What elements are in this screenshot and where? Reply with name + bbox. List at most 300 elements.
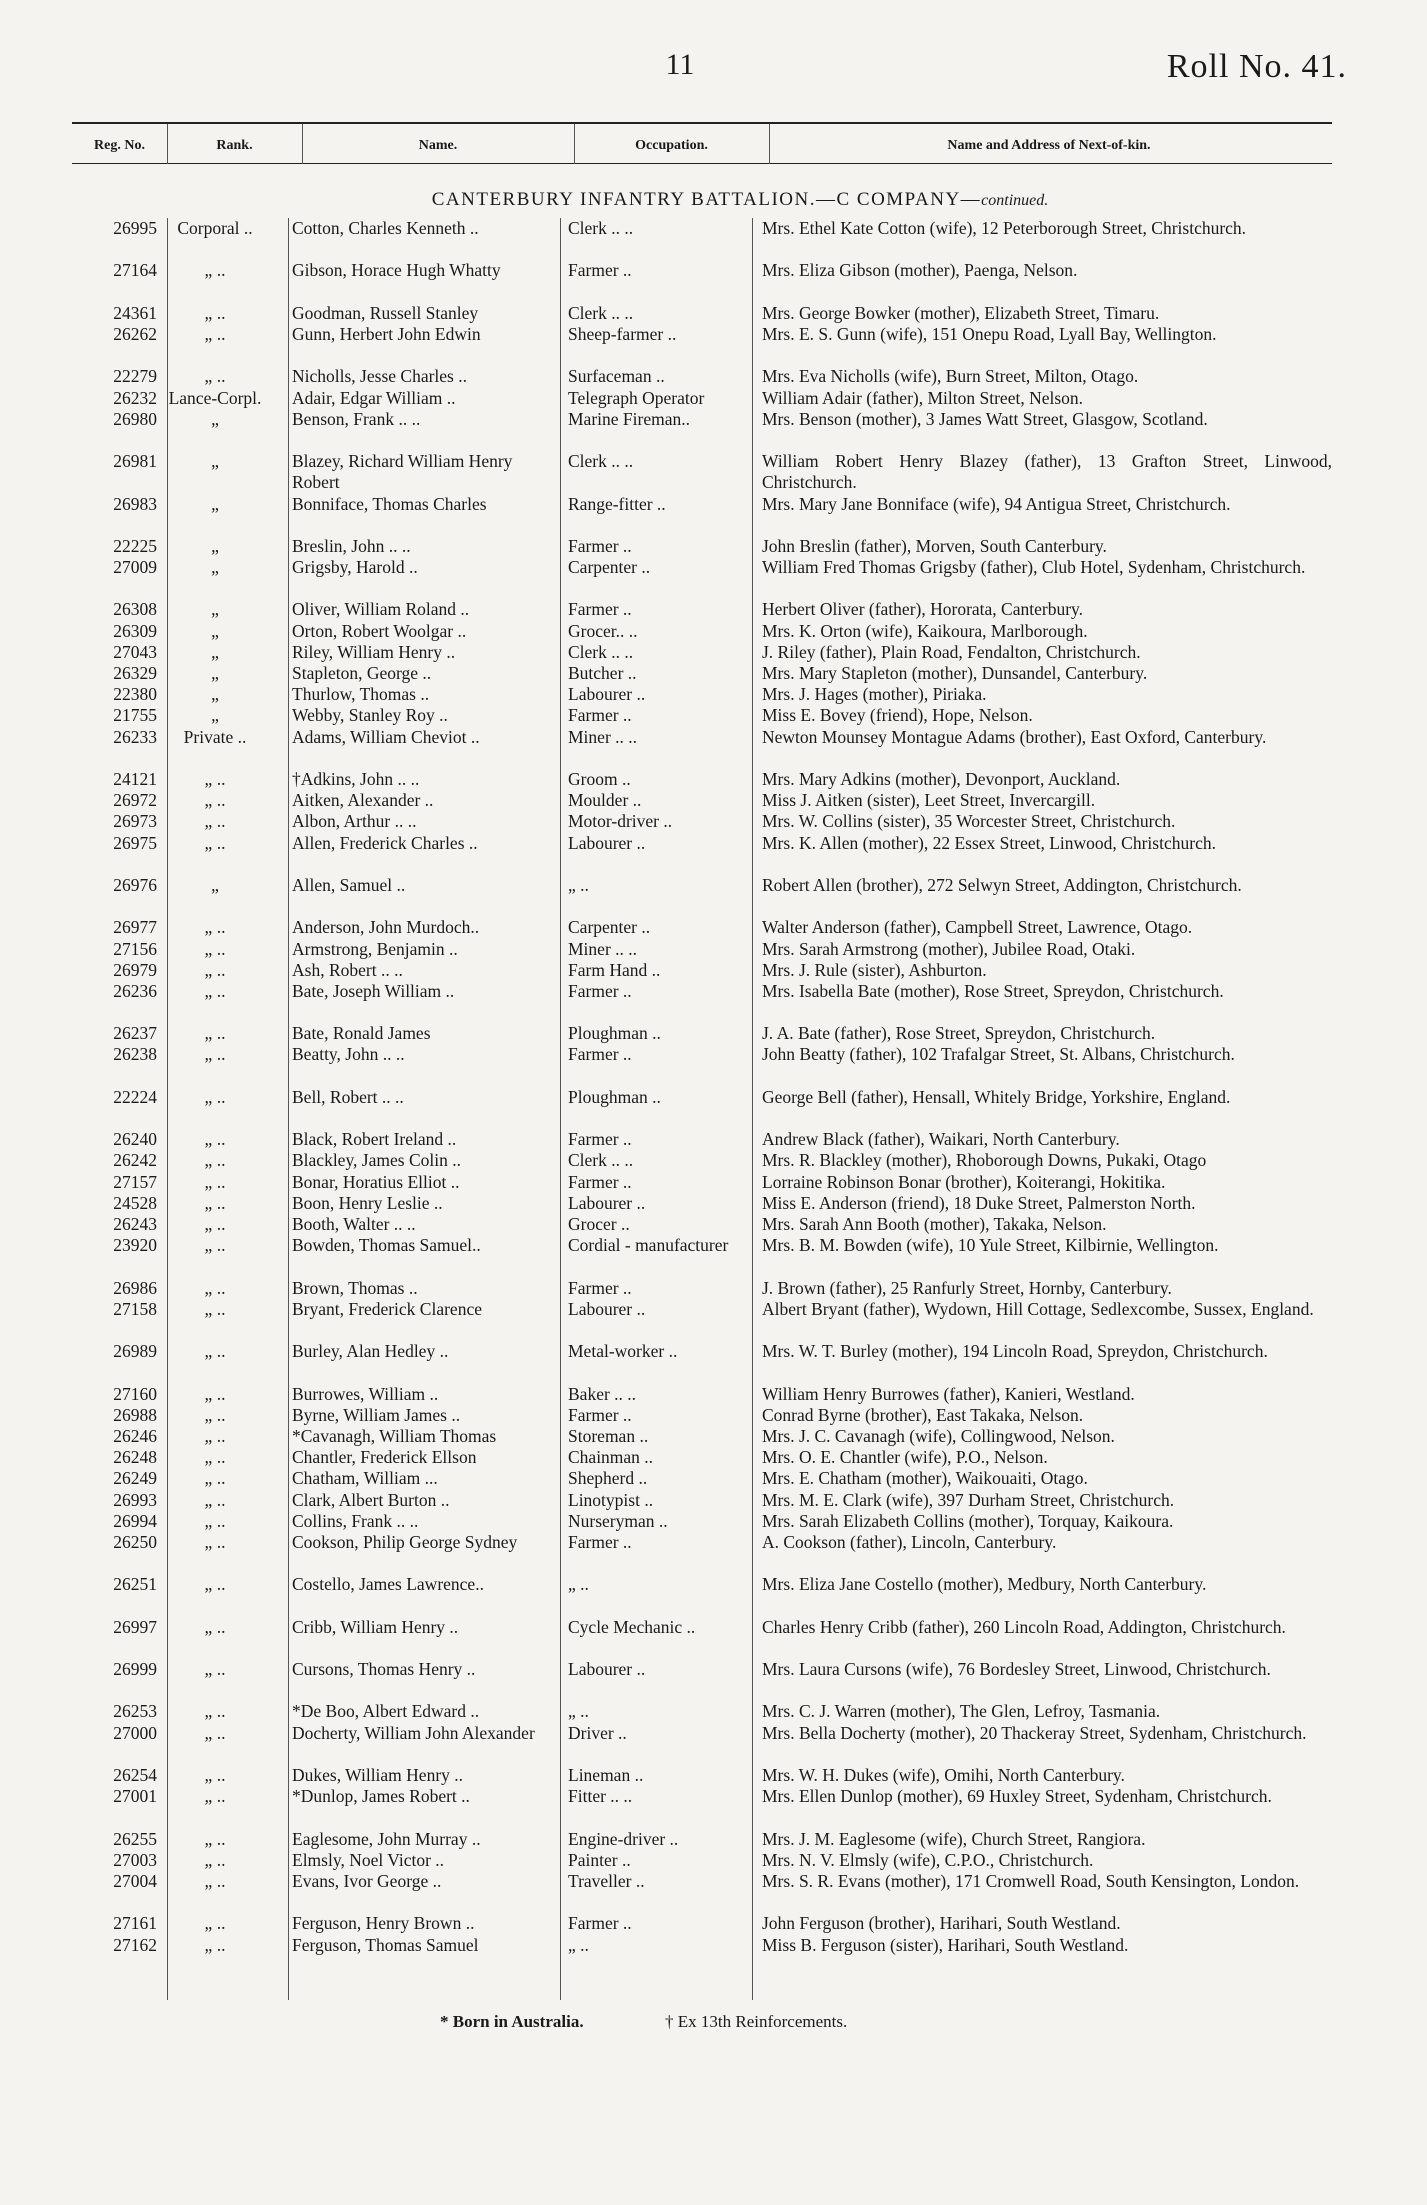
soldier-name: Ferguson, Henry Brown .. [292,1913,475,1934]
occupation: Miner .. .. [568,726,638,747]
rank: Lance-Corpl. [168,387,262,408]
soldier-name: Cribb, William Henry .. [292,1616,459,1637]
next-of-kin: Miss E. Bovey (friend), Hope, Nelson. [762,705,1033,726]
next-of-kin: Mrs. Sarah Armstrong (mother), Jubilee Road, Otaki. [762,938,1136,959]
rank: „ .. [204,1913,226,1934]
table-row [0,1129,1427,1150]
next-of-kin: Mrs. W. T. Burley (mother), 194 Lincoln Road, Spreydon, Christchurch. [762,1341,1268,1362]
soldier-name: Docherty, William John Alexander [292,1722,535,1743]
occupation: „ .. [568,1934,589,1955]
table-row [0,663,1427,684]
table-row [0,1850,1427,1871]
next-of-kin: Mrs. J. C. Cavanagh (wife), Collingwood, Nelson. [762,1425,1115,1446]
reg-number: 26237 [113,1023,157,1044]
reg-number: 26249 [113,1468,157,1489]
reg-number: 26972 [113,790,157,811]
table-row [0,1384,1427,1405]
occupation: Painter .. [568,1849,631,1870]
page-number: 11 [665,48,695,81]
rank: „ .. [204,1023,226,1044]
reg-number: 27043 [113,641,157,662]
reg-number: 26250 [113,1531,157,1552]
table-row [0,1405,1427,1426]
table-row [0,1278,1427,1299]
soldier-name: Orton, Robert Woolgar .. [292,620,467,641]
occupation: Groom .. [568,769,631,789]
table-row [0,1765,1427,1786]
table-row [0,536,1427,557]
reg-number: 26995 [113,218,157,238]
next-of-kin: Mrs. R. Blackley (mother), Rhoborough Downs, Pukaki, Otago [762,1150,1207,1171]
soldier-name: Anderson, John Murdoch.. [292,917,480,938]
rank: „ .. [204,769,226,789]
table-row [0,1532,1427,1574]
occupation: Labourer .. [568,832,646,853]
rank: „ .. [204,1616,226,1637]
occupation: Linotypist .. [568,1489,654,1510]
soldier-name: Chantler, Frederick Ellson [292,1447,477,1468]
next-of-kin: Mrs. M. E. Clark (wife), 397 Durham Street, Christchurch. [762,1489,1175,1510]
occupation: Carpenter .. [568,557,651,578]
soldier-name: Nicholls, Jesse Charles .. [292,366,467,387]
next-of-kin: Lorraine Robinson Bonar (brother), Koiterangi, Hokitika. [762,1171,1166,1192]
reg-number: 26236 [113,980,157,1001]
next-of-kin: Mrs. Laura Cursons (wife), 76 Bordesley Street, Linwood, Christchurch. [762,1659,1271,1680]
rank: „ .. [204,1722,226,1743]
rank: „ .. [204,1531,226,1552]
soldier-name: Cursons, Thomas Henry .. [292,1659,476,1680]
reg-number: 27160 [113,1383,157,1404]
next-of-kin: Mrs. J. Rule (sister), Ashburton. [762,959,987,980]
rank: „ .. [204,323,226,344]
reg-number: 27158 [113,1298,157,1319]
occupation: Farmer .. [568,535,632,556]
next-of-kin: Mrs. C. J. Warren (mother), The Glen, Lefroy, Tasmania. [762,1701,1161,1722]
next-of-kin: George Bell (father), Hensall, Whitely Bridge, Yorkshire, England. [762,1086,1231,1107]
rank: „ .. [204,1659,226,1680]
next-of-kin: Newton Mounsey Montague Adams (brother), East Oxford, Canterbury. [762,726,1267,747]
rank: „ .. [204,1192,226,1213]
rank: „ [211,557,219,578]
rank: „ .. [204,1341,226,1362]
rank: Corporal .. [177,218,253,238]
occupation: Miner .. .. [568,938,638,959]
next-of-kin: Mrs. Benson (mother), 3 James Watt Street, Glasgow, Scotland. [762,408,1208,429]
occupation: Clerk .. .. [568,1150,634,1171]
soldier-name: *Cavanagh, William Thomas [292,1425,497,1446]
soldier-name: Blazey, Richard William Henry Robert [292,451,513,493]
next-of-kin: John Ferguson (brother), Harihari, South Westland. [762,1913,1121,1934]
section-title [320,189,1160,211]
table-row [0,1659,1427,1701]
soldier-name: Byrne, William James .. [292,1404,461,1425]
occupation: Moulder .. [568,790,642,811]
occupation: Farmer .. [568,260,632,281]
table-row [0,917,1427,938]
next-of-kin: William Robert Henry Blazey (father), 13 Grafton Street, Linwood, Christchurch. [762,451,1332,493]
reg-number: 26238 [113,1044,157,1065]
reg-number: 27156 [113,938,157,959]
next-of-kin: Mrs. Eliza Gibson (mother), Paenga, Nelson. [762,260,1078,281]
header-divider [167,124,168,164]
next-of-kin: J. Brown (father), 25 Ranfurly Street, Hornby, Canterbury. [762,1277,1172,1298]
soldier-name: Armstrong, Benjamin .. [292,938,458,959]
soldier-name: Adams, William Cheviot .. [292,726,480,747]
section-title-continued: continued. [981,192,1049,209]
reg-number: 26242 [113,1150,157,1171]
occupation: Farmer .. [568,1129,632,1150]
occupation: Clerk .. .. [568,451,634,472]
next-of-kin: Mrs. B. M. Bowden (wife), 10 Yule Street, Kilbirnie, Wellington. [762,1235,1219,1256]
rank: „ [211,535,219,556]
soldier-name: Bate, Ronald James [292,1023,431,1044]
table-row [0,1299,1427,1341]
occupation: Farmer .. [568,1277,632,1298]
next-of-kin: Miss E. Anderson (friend), 18 Duke Street, Palmerston North. [762,1192,1196,1213]
soldier-name: †Adkins, John .. .. [292,769,420,789]
rank: „ .. [204,1235,226,1256]
soldier-name: Allen, Samuel .. [292,874,406,895]
next-of-kin: William Fred Thomas Grigsby (father), Club Hotel, Sydenham, Christchurch. [762,557,1306,578]
next-of-kin: William Henry Burrowes (father), Kanieri, Westland. [762,1383,1135,1404]
rank: „ .. [204,1447,226,1468]
reg-number: 26989 [113,1341,157,1362]
next-of-kin: Albert Bryant (father), Wydown, Hill Cottage, Sedlexcombe, Sussex, England. [762,1298,1314,1319]
soldier-name: Burley, Alan Hedley .. [292,1341,449,1362]
table-row [0,1829,1427,1850]
table-row [0,1193,1427,1214]
rank: „ .. [204,1044,226,1065]
soldier-name: Allen, Frederick Charles .. [292,832,478,853]
table-row [0,1871,1427,1913]
reg-number: 27000 [113,1722,157,1743]
table-row [0,451,1427,493]
rank: „ .. [204,1298,226,1319]
occupation: Grocer .. [568,1214,630,1235]
header-divider [769,124,770,164]
table-row [0,599,1427,620]
table-row [0,1617,1427,1659]
rank: „ .. [204,366,226,387]
soldier-name: Bell, Robert .. .. [292,1086,404,1107]
rank: „ [211,493,219,514]
occupation: Labourer .. [568,1298,646,1319]
occupation: Butcher .. [568,663,637,684]
reg-number: 26309 [113,620,157,641]
next-of-kin: Mrs. K. Allen (mother), 22 Essex Street, Linwood, Christchurch. [762,832,1216,853]
soldier-name: Thurlow, Thomas .. [292,684,430,705]
reg-number: 26993 [113,1489,157,1510]
occupation: Farmer .. [568,1404,632,1425]
reg-number: 22380 [113,684,157,705]
rank: „ .. [204,1765,226,1786]
next-of-kin: Mrs. O. E. Chantler (wife), P.O., Nelson. [762,1447,1048,1468]
table-row [0,833,1427,875]
next-of-kin: Mrs. S. R. Evans (mother), 171 Cromwell Road, South Kensington, London. [762,1870,1300,1891]
soldier-name: Goodman, Russell Stanley [292,302,479,323]
rank: „ [211,408,219,429]
rank: „ .. [204,1171,226,1192]
occupation: Telegraph Operator [568,387,705,408]
occupation: Farmer .. [568,980,632,1001]
table-row [0,1935,1427,1956]
occupation: Surfaceman .. [568,366,665,387]
table-row [0,875,1427,917]
header-top-rule [72,122,1332,124]
soldier-name: Ash, Robert .. .. [292,959,403,980]
reg-number: 24121 [113,769,157,789]
occupation: Metal-worker .. [568,1341,678,1362]
reg-number: 26254 [113,1765,157,1786]
table-row [0,1447,1427,1468]
occupation: Ploughman .. [568,1086,661,1107]
reg-number: 26243 [113,1214,157,1235]
reg-number: 26262 [113,323,157,344]
table-row [0,409,1427,451]
table-row [0,388,1427,409]
header-next-of-kin: Name and Address of Next-of-kin. [947,138,1151,153]
table-row [0,218,1427,260]
table-row [0,1150,1427,1171]
occupation: Farmer .. [568,1171,632,1192]
soldier-name: Chatham, William ... [292,1468,438,1489]
next-of-kin: Conrad Byrne (brother), East Takaka, Nelson. [762,1404,1084,1425]
next-of-kin: Mrs. W. Collins (sister), 35 Worcester Street, Christchurch. [762,811,1176,832]
soldier-name: Webby, Stanley Roy .. [292,705,448,726]
rank: „ .. [204,1214,226,1235]
section-title-text: CANTERBURY INFANTRY BATTALION.—C COMPANY— [431,189,982,210]
table-row [0,684,1427,705]
occupation: Engine-driver .. [568,1828,679,1849]
table-row [0,1468,1427,1489]
header-name: Name. [418,138,458,153]
reg-number: 26983 [113,493,157,514]
reg-number: 27001 [113,1786,157,1807]
next-of-kin: Walter Anderson (father), Campbell Street, Lawrence, Otago. [762,917,1193,938]
soldier-name: Dukes, William Henry .. [292,1765,464,1786]
table-row [0,769,1427,790]
reg-number: 26977 [113,917,157,938]
occupation: Lineman .. [568,1765,644,1786]
next-of-kin: Charles Henry Cribb (father), 260 Lincoln Road, Addington, Christchurch. [762,1616,1286,1637]
soldier-name: Riley, William Henry .. [292,641,456,662]
rank: „ [211,663,219,684]
occupation: Shepherd .. [568,1468,648,1489]
occupation: Range-fitter .. [568,493,666,514]
table-row [0,1913,1427,1934]
rank: „ [211,620,219,641]
rank: „ .. [204,1086,226,1107]
footnote-born-australia: * Born in Australia. [440,2012,584,2031]
soldier-name: Booth, Walter .. .. [292,1214,416,1235]
reg-number: 27161 [113,1913,157,1934]
next-of-kin: Robert Allen (brother), 272 Selwyn Street, Addington, Christchurch. [762,874,1242,895]
occupation: Farmer .. [568,1044,632,1065]
reg-number: 26233 [113,726,157,747]
table-row [0,1490,1427,1511]
occupation: Driver .. [568,1722,627,1743]
reg-number: 27164 [113,260,157,281]
soldier-name: Ferguson, Thomas Samuel [292,1934,479,1955]
next-of-kin: Miss B. Ferguson (sister), Harihari, South Westland. [762,1934,1129,1955]
reg-number: 22224 [113,1086,157,1107]
reg-number: 26232 [113,387,157,408]
table-row [0,1723,1427,1765]
next-of-kin: Mrs. E. S. Gunn (wife), 151 Onepu Road, Lyall Bay, Wellington. [762,323,1217,344]
table-row [0,1574,1427,1616]
rank: „ .. [204,1129,226,1150]
soldier-name: *De Boo, Albert Edward .. [292,1701,480,1722]
reg-number: 23920 [113,1235,157,1256]
rank: „ [211,684,219,705]
table-row [0,939,1427,960]
table-row [0,1786,1427,1828]
next-of-kin: Mrs. Sarah Elizabeth Collins (mother), Torquay, Kaikoura. [762,1510,1174,1531]
reg-number: 26980 [113,408,157,429]
rank: „ .. [204,1849,226,1870]
rank: „ .. [204,1150,226,1171]
table-row [0,324,1427,366]
occupation: Farmer .. [568,599,632,620]
rank: „ [211,705,219,726]
soldier-name: Evans, Ivor George .. [292,1870,442,1891]
table-row [0,621,1427,642]
rank: „ .. [204,1383,226,1404]
occupation: Fitter .. .. [568,1786,633,1807]
rank: „ .. [204,1277,226,1298]
soldier-name: Eaglesome, John Murray .. [292,1828,481,1849]
next-of-kin: Mrs. Bella Docherty (mother), 20 Thackeray Street, Sydenham, Christchurch. [762,1722,1307,1743]
reg-number: 26246 [113,1425,157,1446]
table-row [0,705,1427,726]
header-divider [302,124,303,164]
next-of-kin: Mrs. Mary Jane Bonniface (wife), 94 Antigua Street, Christchurch. [762,493,1231,514]
reg-number: 26988 [113,1404,157,1425]
rank: „ .. [204,980,226,1001]
soldier-name: Bate, Joseph William .. [292,980,455,1001]
roll-number: Roll No. 41. [1166,48,1347,85]
occupation: „ .. [568,1701,589,1722]
next-of-kin: Mrs. J. M. Eaglesome (wife), Church Street, Rangiora. [762,1828,1146,1849]
next-of-kin: Mrs. J. Hages (mother), Piriaka. [762,684,987,705]
rank: „ .. [204,1870,226,1891]
rank: „ .. [204,1934,226,1955]
occupation: Labourer .. [568,1659,646,1680]
soldier-name: Grigsby, Harold .. [292,557,418,578]
reg-number: 26255 [113,1828,157,1849]
occupation: Storeman .. [568,1425,649,1446]
soldier-name: Benson, Frank .. .. [292,408,421,429]
table-row [0,1235,1427,1277]
rank: „ .. [204,959,226,980]
table-row [0,1214,1427,1235]
soldier-name: Gunn, Herbert John Edwin [292,323,481,344]
reg-number: 26240 [113,1129,157,1150]
next-of-kin: Miss J. Aitken (sister), Leet Street, Invercargill. [762,790,1096,811]
reg-number: 26973 [113,811,157,832]
reg-number: 26976 [113,874,157,895]
next-of-kin: Mrs. E. Chatham (mother), Waikouaiti, Otago. [762,1468,1088,1489]
soldier-name: Oliver, William Roland .. [292,599,470,620]
next-of-kin: Mrs. W. H. Dukes (wife), Omihi, North Canterbury. [762,1765,1125,1786]
soldier-name: Adair, Edgar William .. [292,387,456,408]
soldier-name: Blackley, James Colin .. [292,1150,461,1171]
rank: „ .. [204,832,226,853]
rank: „ .. [204,811,226,832]
table-row [0,1087,1427,1129]
reg-number: 27157 [113,1171,157,1192]
occupation: Chainman .. [568,1447,654,1468]
occupation: Labourer .. [568,684,646,705]
table-row [0,1172,1427,1193]
rank: „ .. [204,917,226,938]
rank: „ [211,599,219,620]
reg-number: 27009 [113,557,157,578]
soldier-name: Brown, Thomas .. [292,1277,418,1298]
reg-number: 26248 [113,1447,157,1468]
occupation: Nurseryman .. [568,1510,668,1531]
header-rank: Rank. [216,138,253,153]
reg-number: 22225 [113,535,157,556]
next-of-kin: Mrs. Mary Adkins (mother), Devonport, Auckland. [762,769,1121,789]
reg-number: 22279 [113,366,157,387]
reg-number: 26329 [113,663,157,684]
next-of-kin: Mrs. Isabella Bate (mother), Rose Street, Spreydon, Christchurch. [762,980,1224,1001]
roll-table [0,218,1427,1956]
reg-number: 26997 [113,1616,157,1637]
occupation: Traveller .. [568,1870,645,1891]
soldier-name: Boon, Henry Leslie .. [292,1192,443,1213]
rank: „ [211,641,219,662]
soldier-name: Gibson, Horace Hugh Whatty [292,260,501,281]
rank: „ .. [204,1828,226,1849]
occupation: „ .. [568,874,589,895]
footnote-ex-13th: † Ex 13th Reinforcements. [665,2012,848,2031]
soldier-name: Beatty, John .. .. [292,1044,405,1065]
rank: „ .. [204,1489,226,1510]
soldier-name: Breslin, John .. .. [292,535,411,556]
next-of-kin: Andrew Black (father), Waikari, North Canterbury. [762,1129,1120,1150]
occupation: Farmer .. [568,1913,632,1934]
occupation: Baker .. .. [568,1383,637,1404]
table-row [0,1023,1427,1044]
next-of-kin: Mrs. Sarah Ann Booth (mother), Takaka, Nelson. [762,1214,1107,1235]
header-divider [574,124,575,164]
occupation: Labourer .. [568,1192,646,1213]
rank: „ .. [204,1701,226,1722]
next-of-kin: J. Riley (father), Plain Road, Fendalton, Christchurch. [762,641,1141,662]
reg-number: 21755 [113,705,157,726]
rank: „ .. [204,938,226,959]
reg-number: 27003 [113,1849,157,1870]
header-occupation: Occupation. [635,138,708,153]
soldier-name: Bowden, Thomas Samuel.. [292,1235,481,1256]
rank: „ .. [204,1786,226,1807]
rank: „ .. [204,1404,226,1425]
table-row [0,642,1427,663]
occupation: Farmer .. [568,705,632,726]
soldier-name: Aitken, Alexander .. [292,790,434,811]
occupation: Clerk .. .. [568,218,634,238]
soldier-name: Bryant, Frederick Clarence [292,1298,482,1319]
soldier-name: *Dunlop, James Robert .. [292,1786,470,1807]
next-of-kin: Mrs. Ethel Kate Cotton (wife), 12 Peterborough Street, Christchurch. [762,218,1247,238]
reg-number: 26994 [113,1510,157,1531]
table-row [0,1341,1427,1383]
next-of-kin: Mrs. George Bowker (mother), Elizabeth Street, Timaru. [762,302,1160,323]
occupation: Clerk .. .. [568,641,634,662]
next-of-kin: Mrs. Eva Nicholls (wife), Burn Street, Milton, Otago. [762,366,1139,387]
